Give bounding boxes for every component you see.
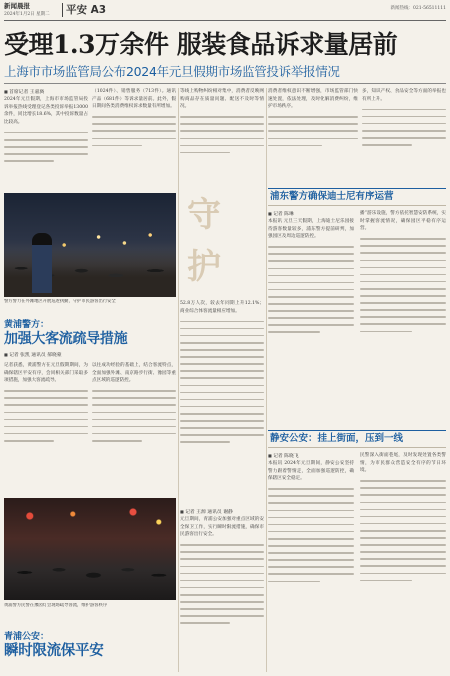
- huangpu-kicker: 黄浦警方：: [4, 320, 50, 330]
- main-story-text-4: 消费者维权意识不断增强，市场监管部门快速处置，依法处理，及时化解消费纠纷，维护市场秩序。: [268, 89, 358, 110]
- pudong-column-2: [360, 210, 446, 428]
- guard-text: 52.8万人次，较去年同期上升12.1%；商业综合体客流量相应增加。: [180, 301, 264, 314]
- column-rule-1: [178, 88, 179, 672]
- pudong-column-1: [268, 210, 354, 428]
- issue-date: 2024年1月2日 星期二: [4, 12, 50, 17]
- jingan-byline: ■ 记者 陈晓飞: [268, 452, 354, 460]
- jingan-column-2: [360, 452, 446, 672]
- jingan-text-2: 民警深入街面巷尾，及时发现处置各类警情，为市民群众营造安全有序的节日环境。: [360, 453, 446, 474]
- masthead: [0, 0, 450, 22]
- pudong-byline: ■ 记者 陈琳: [268, 210, 354, 218]
- masthead-rule: [4, 20, 446, 21]
- pudong-headline: 浦东警方确保迪士尼有序运营: [270, 191, 394, 202]
- headline-rule: [4, 83, 446, 84]
- lantern-lights: [4, 504, 176, 544]
- huangpu-story-header: [4, 320, 176, 359]
- main-story-byline: ■ 首席记者 王嘉旖: [4, 88, 88, 96]
- brand-block: [4, 2, 60, 18]
- huangpu-text-1: 记者获悉，黄浦警方在元旦假期期间，为确保辖区平安有序，会同相关部门采取多项措施，加强大客流疏导。: [4, 363, 88, 384]
- huangpu-text-2: 以往成功经验的基础上，结合客流特点，全面加强外滩、南京路步行街、豫园等重点区域的巡逻防控。: [92, 363, 176, 384]
- photo2-caption: 黄浦警方民警在豫园灯会现场疏导客流，维护游客秩序: [4, 603, 108, 608]
- pudong-story-header: [268, 188, 446, 206]
- qingpu-byline: ■ 记者 王源 通讯员 谢静: [180, 508, 264, 516]
- jingan-headline: 静安公安：挂上街面，压到一线: [270, 433, 404, 444]
- main-story-text-5: 多，知识产权、食品安全等方面的举报也有所上升。: [362, 89, 446, 102]
- huangpu-column-1: [4, 362, 88, 492]
- pudong-text-1: 本报讯 元旦三天假期，上海迪士尼乐园接待游客数量较多，浦东警方提前研判，加强园区及周边巡逻防控。: [268, 219, 354, 240]
- column-rule-2: [266, 88, 267, 672]
- qingpu-text: 元旦期间，青浦公安加强对重点区域的安全保卫工作，实行瞬时限流措施，确保市民游客出行安全。: [180, 517, 264, 538]
- photo-yuyuan-crowd: [4, 498, 176, 600]
- photo-bund-night-patrol: [4, 193, 176, 297]
- section-name: 平安 A3: [66, 4, 107, 16]
- guard-character-1: 守: [187, 195, 221, 235]
- huangpu-headline: 加强大客流疏导措施: [4, 331, 128, 347]
- qingpu-story-body: [180, 508, 264, 672]
- guard-column-text: [180, 300, 264, 505]
- huangpu-byline: ■ 记者 张凯 通讯员 郝晓蒙: [4, 351, 176, 359]
- police-officer-figure: [32, 233, 52, 293]
- jingan-column-1: [268, 452, 354, 672]
- jingan-story-header: [268, 430, 446, 448]
- main-story-text-1: 2024年元旦假期，上海市市场监管局投诉举报热线受理登记各类投诉举报13000余件，同比增长18.6%，其中投诉数量占比较高。: [4, 97, 88, 125]
- news-hotline: 新闻热线：021-56511111: [390, 6, 446, 11]
- qingpu-story-header: [4, 632, 176, 660]
- people-silhouettes: [4, 545, 176, 600]
- pudong-text-2: 播”游乐设施，警方依托智慧安防系统，实时掌握客流情况，确保园区平稳有序运营。: [360, 211, 446, 232]
- main-headline: 受理1.3万余件 服装食品诉求量居前: [4, 30, 398, 59]
- main-story-text-2: （1024件）、销售服务（713件）。通讯产品（681件）等诉求量居前。此外，假日期间各类消费维权诉求数量有所增加。: [92, 89, 176, 110]
- newspaper-brand: 新闻晨报: [4, 2, 30, 10]
- huangpu-column-2: [92, 362, 176, 492]
- main-subhead: 上海市市场监管局公布2024年元旦假期市场监管投诉举报情况: [4, 64, 340, 79]
- qingpu-kicker: 青浦公安：: [4, 632, 50, 642]
- photo1-caption: 警方警力在外滩地区开展巡逻执勤，守护市民游客出行安全: [4, 299, 116, 304]
- main-story-text-3: 等线上购物纠纷相对集中，消费者反映网购商品存在质量问题、配送不及时等情况。: [180, 89, 264, 110]
- crowd-silhouettes: [4, 249, 176, 297]
- masthead-divider: [62, 3, 63, 17]
- guard-character-2: 护: [187, 247, 221, 287]
- qingpu-headline: 瞬时限流保平安: [4, 643, 104, 659]
- jingan-text-1: 本报讯 2024年元旦期间，静安公安坚持警力跟着警情走，全面加强巡逻防控，确保辖区安全稳定。: [268, 461, 354, 482]
